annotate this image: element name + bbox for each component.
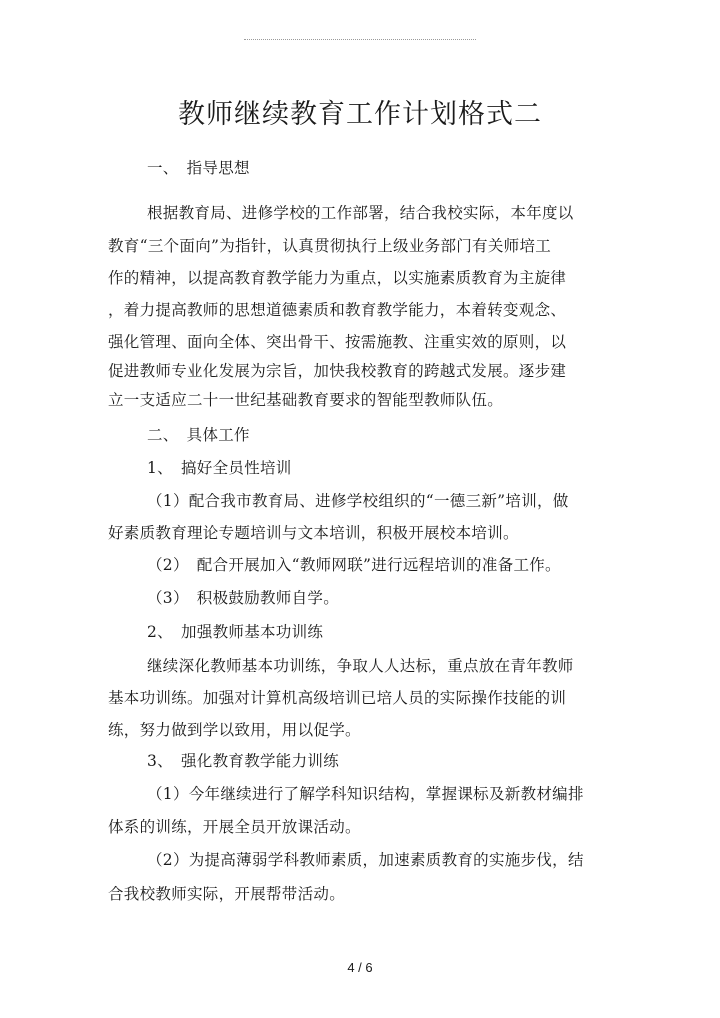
paragraph-line: 教育“三个面向”为指针，认真贯彻执行上级业务部门有关师培工 — [108, 237, 552, 255]
paragraph-line: 合我校教师实际，开展帮带活动。 — [108, 885, 346, 903]
paragraph-line: 立一支适应二十一世纪基础教育要求的智能型教师队伍。 — [108, 391, 504, 409]
paragraph-line: 好素质教育理论专题培训与文本培训，积极开展校本培训。 — [108, 524, 519, 542]
subsection-heading: 1、 搞好全员性培训 — [147, 459, 292, 477]
section-heading: 二、 具体工作 — [147, 426, 250, 444]
paragraph-line: 强化管理、面向全体、突出骨干、按需施教、注重实效的原则，以 — [108, 333, 567, 351]
paragraph-line: 作的精神，以提高教育教学能力为重点，以实施素质教育为主旋律 — [108, 269, 567, 287]
paragraph-line: 继续深化教师基本功训练，争取人人达标，重点放在青年教师 — [147, 657, 574, 675]
paragraph-line: 练，努力做到学以致用，用以促学。 — [108, 721, 361, 739]
subsection-heading: 3、 强化教育教学能力训练 — [147, 752, 340, 770]
paragraph-line: （2） 配合开展加入“教师网联”进行远程培训的准备工作。 — [147, 556, 561, 574]
paragraph-line: （3） 积极鼓励教师自学。 — [147, 589, 340, 607]
paragraph-line: （2）为提高薄弱学科教师素质，加速素质教育的实施步伐，结 — [147, 851, 584, 869]
subsection-heading: 2、 加强教师基本功训练 — [147, 623, 324, 641]
header-rule — [244, 39, 476, 40]
section-heading: 一、 指导思想 — [147, 159, 250, 177]
paragraph-line: 基本功训练。加强对计算机高级培训已培人员的实际操作技能的训 — [108, 689, 567, 707]
paragraph-line: 促进教师专业化发展为宗旨，加快我校教育的跨越式发展。逐步建 — [108, 362, 567, 380]
paragraph-line: 体系的训练，开展全员开放课活动。 — [108, 818, 361, 836]
paragraph-line: （1）配合我市教育局、进修学校组织的“一德三新”培训，做 — [147, 492, 569, 510]
paragraph-line: （1）今年继续进行了解学科知识结构，掌握课标及新教材编排 — [147, 785, 584, 803]
page-number: 4 / 6 — [347, 960, 373, 975]
paragraph-line: 根据教育局、进修学校的工作部署，结合我校实际，本年度以 — [147, 204, 574, 222]
paragraph-line: ，着力提高教师的思想道德素质和教育教学能力，本着转变观念、 — [108, 301, 567, 319]
document-title: 教师继续教育工作计划格式二 — [178, 99, 542, 130]
